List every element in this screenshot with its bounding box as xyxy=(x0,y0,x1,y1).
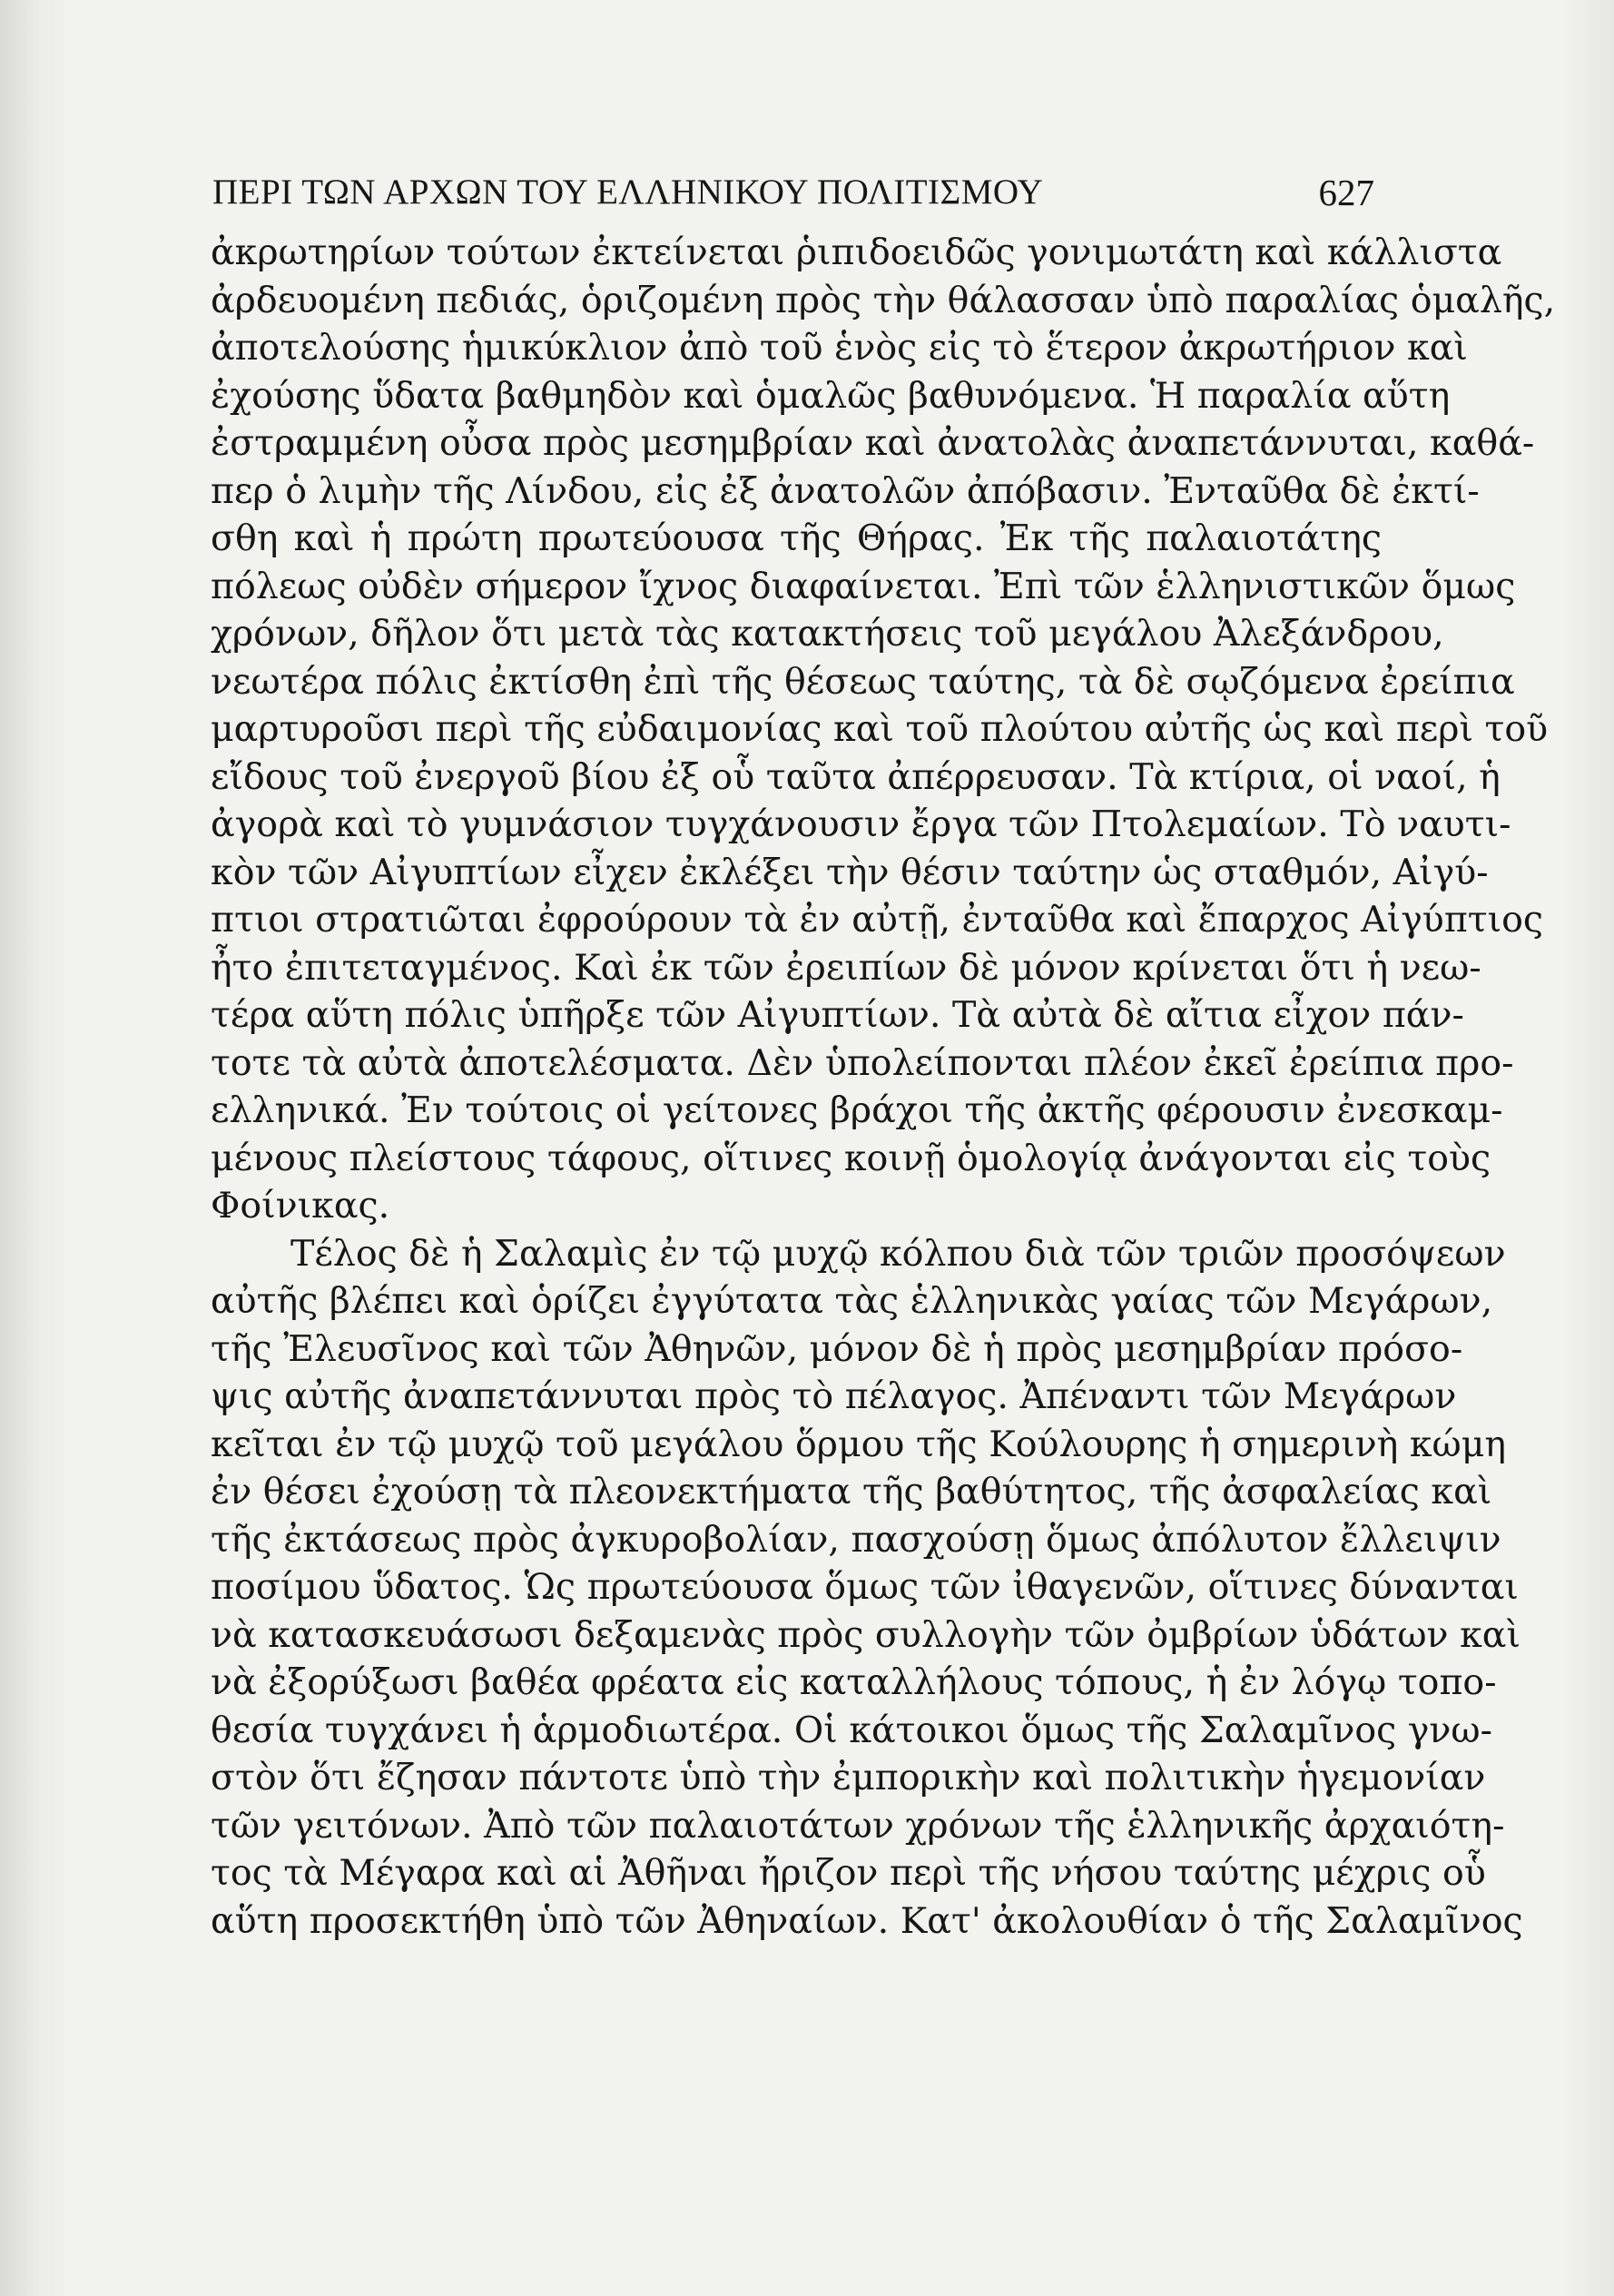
text-line: τέρα αὕτη πόλις ὑπῆρξε τῶν Αἰγυπτίων. Τὰ αὐτὰ δὲ αἴτια εἶχον πάν- xyxy=(211,994,1464,1036)
paragraph-2 xyxy=(211,1230,1523,1946)
page-edge-shadow xyxy=(0,0,73,2296)
text-line: σθη καὶ ἡ πρώτη πρωτεύουσα τῆς Θήρας. Ἐκ τῆς παλαιοτάτης xyxy=(211,517,1382,559)
text-line: αὕτη προσεκτήθη ὑπὸ τῶν Ἀθηναίων. Κατ' ἀκολουθίαν ὁ τῆς Σαλαμῖνος xyxy=(211,1899,1523,1942)
page-header xyxy=(212,165,1374,220)
text-line: ἀποτελούσης ἡμικύκλιον ἀπὸ τοῦ ἑνὸς εἰς τὸ ἕτερον ἀκρωτήριον καὶ xyxy=(211,327,1468,369)
text-line: Τέλος δὲ ἡ Σαλαμὶς ἐν τῷ μυχῷ κόλπου διὰ τῶν τριῶν προσόψεων xyxy=(290,1232,1506,1275)
text-line: τοτε τὰ αὐτὰ ἀποτελέσματα. Δὲν ὑπολείπονται πλέον ἐκεῖ ἐρείπια προ- xyxy=(211,1041,1514,1084)
text-line: πόλεως οὐδὲν σήμερον ἴχνος διαφαίνεται. Ἐπὶ τῶν ἑλληνιστικῶν ὅμως xyxy=(211,565,1516,607)
text-line: θεσία τυγχάνει ἡ ἁρμοδιωτέρα. Οἱ κάτοικοι ὅμως τῆς Σαλαμῖνος γνω- xyxy=(211,1709,1492,1751)
body-text xyxy=(211,229,1556,2262)
text-line: κὸν τῶν Αἰγυπτίων εἶχεν ἐκλέξει τὴν θέσιν ταύτην ὡς σταθμόν, Αἰγύ- xyxy=(211,851,1489,893)
text-line: ἀγορὰ καὶ τὸ γυμνάσιον τυγχάνουσιν ἔργα τῶν Πτολεμαίων. Τὸ ναυτι- xyxy=(211,803,1511,845)
text-line: εἴδους τοῦ ἐνεργοῦ βίου ἐξ οὗ ταῦτα ἀπέρρευσαν. Τὰ κτίρια, οἱ ναοί, ἡ xyxy=(211,755,1501,798)
text-line: ἐν θέσει ἐχούσῃ τὰ πλεονεκτήματα τῆς βαθύτητος, τῆς ἀσφαλείας καὶ xyxy=(211,1471,1492,1513)
text-line: ἐστραμμένη οὖσα πρὸς μεσημβρίαν καὶ ἀνατολὰς ἀναπετάννυται, καθά- xyxy=(211,422,1535,464)
text-line: νὰ ἐξορύξωσι βαθέα φρέατα εἰς καταλλήλους τόπους, ἡ ἐν λόγῳ τοπο- xyxy=(211,1661,1497,1703)
text-line: νὰ κατασκευάσωσι δεξαμενὰς πρὸς συλλογὴν τῶν ὀμβρίων ὑδάτων καὶ xyxy=(211,1613,1521,1656)
text-line: ἐχούσης ὕδατα βαθμηδὸν καὶ ὁμαλῶς βαθυνόμενα. Ἡ παραλία αὕτη xyxy=(211,374,1451,417)
text-line: περ ὁ λιμὴν τῆς Λίνδου, εἰς ἐξ ἀνατολῶν ἀπόβασιν. Ἐνταῦθα δὲ ἐκτί- xyxy=(211,469,1480,512)
text-line: τος τὰ Μέγαρα καὶ αἱ Ἀθῆναι ἤριζον περὶ τῆς νήσου ταύτης μέχρις οὗ xyxy=(211,1852,1486,1894)
running-head: ΠΕΡΙ ΤΩΝ ΑΡΧΩΝ ΤΟΥ ΕΛΛΗΝΙΚΟΥ ΠΟΛΙΤΙΣΜΟΥ xyxy=(212,172,1044,212)
text-line: μένους πλείστους τάφους, οἵτινες κοινῇ ὁμολογίᾳ ἀνάγονται εἰς τοὺς xyxy=(211,1137,1491,1179)
text-line: ποσίμου ὕδατος. Ὡς πρωτεύουσα ὅμως τῶν ἰθαγενῶν, οἵτινες δύνανται xyxy=(211,1566,1519,1608)
text-line: ελληνικά. Ἐν τούτοις οἱ γείτονες βράχοι τῆς ἀκτῆς φέρουσιν ἐνεσκαμ- xyxy=(211,1089,1503,1131)
text-line: αὐτῆς βλέπει καὶ ὁρίζει ἐγγύτατα τὰς ἑλληνικὰς γαίας τῶν Μεγάρων, xyxy=(211,1280,1493,1322)
text-line: ἀκρωτηρίων τούτων ἐκτείνεται ῥιπιδοειδῶς γονιμωτάτη καὶ κάλλιστα xyxy=(211,232,1502,273)
paragraph-1 xyxy=(211,229,1556,1230)
text-line: πτιοι στρατιῶται ἐφρούρουν τὰ ἐν αὐτῇ, ἐνταῦθα καὶ ἔπαρχος Αἰγύπτιος xyxy=(211,899,1544,941)
text-line: ἀρδευομένη πεδιάς, ὁριζομένη πρὸς τὴν θάλασσαν ὑπὸ παραλίας ὁμαλῆς, xyxy=(211,279,1556,321)
page-edge-shadow-right xyxy=(1560,0,1614,2296)
text-line: μαρτυροῦσι περὶ τῆς εὐδαιμονίας καὶ τοῦ πλούτου αὐτῆς ὡς καὶ περὶ τοῦ xyxy=(211,708,1549,750)
text-line: στὸν ὅτι ἔζησαν πάντοτε ὑπὸ τὴν ἐμπορικὴν καὶ πολιτικὴν ἡγεμονίαν xyxy=(211,1757,1486,1798)
text-line: χρόνων, δῆλον ὅτι μετὰ τὰς κατακτήσεις τοῦ μεγάλου Ἀλεξάνδρου, xyxy=(211,613,1444,655)
text-line: νεωτέρα πόλις ἐκτίσθη ἐπὶ τῆς θέσεως ταύτης, τὰ δὲ σῳζόμενα ἐρείπια xyxy=(211,660,1515,703)
text-line: Φοίνικας. xyxy=(211,1185,390,1227)
text-line: τῶν γειτόνων. Ἀπὸ τῶν παλαιοτάτων χρόνων τῆς ἑλληνικῆς ἀρχαιότη- xyxy=(211,1804,1505,1847)
text-line: κεῖται ἐν τῷ μυχῷ τοῦ μεγάλου ὅρμου τῆς Κούλουρης ἡ σημερινὴ κώμη xyxy=(211,1423,1507,1465)
text-line: ψις αὐτῆς ἀναπετάννυται πρὸς τὸ πέλαγος. Ἀπέναντι τῶν Μεγάρων xyxy=(211,1375,1457,1417)
text-line: τῆς ἐκτάσεως πρὸς ἀγκυροβολίαν, πασχούσῃ ὅμως ἀπόλυτον ἔλλειψιν xyxy=(211,1518,1501,1561)
text-line: ἦτο ἐπιτεταγμένος. Καὶ ἐκ τῶν ἐρειπίων δὲ μόνον κρίνεται ὅτι ἡ νεω- xyxy=(211,946,1481,989)
page-number: 627 xyxy=(1318,172,1374,213)
text-line: τῆς Ἐλευσῖνος καὶ τῶν Ἀθηνῶν, μόνον δὲ ἡ πρὸς μεσημβρίαν πρόσο- xyxy=(211,1327,1463,1370)
